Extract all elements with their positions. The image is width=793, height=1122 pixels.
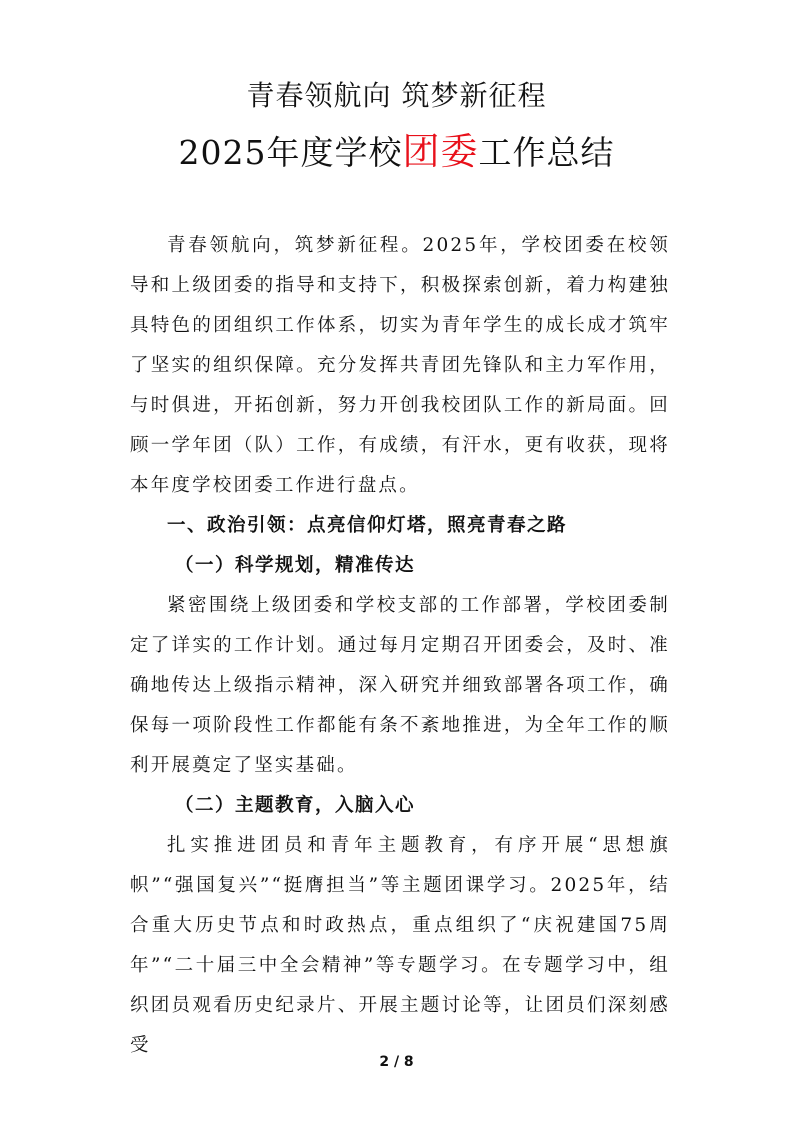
title-highlight: 团委 <box>402 130 479 173</box>
document-title-line2 <box>0 130 793 175</box>
intro-paragraph: 青春领航向，筑梦新征程。2025年，学校团委在校领导和上级团委的指导和支持下，积极探索创新，着力构建独具特色的团组织工作体系，切实为青年学生的成长成才筑牢了坚实的组织保障。充分发挥共青团先锋队和主力军作用，与时俱进，开拓创新，努力开创我校团队工作的新局面。回顾一学年团（队）工作，有成绩，有汗水，更有收获，现将本年度学校团委工作进行盘点。 <box>130 235 670 496</box>
body-paragraph: 扎实推进团员和青年主题教育，有序开展“思想旗帜”“强国复兴”“挺膺担当”等主题团课学习。2025年，结合重大历史节点和时政热点，重点组织了“庆祝建国75周年”“二十届三中全会精神”等专题学习。在专题学习中，组织团员观看历史纪录片、开展主题讨论等，让团员们深刻感受 <box>130 835 670 1056</box>
document-title-line1: 青春领航向 筑梦新征程 <box>246 79 547 112</box>
page-number: 2 / 8 <box>379 1054 414 1070</box>
subsection-heading-2: （二）主题教育，入脑入心 <box>175 795 416 816</box>
document-body <box>130 226 670 1066</box>
subsection-heading-1: （一）科学规划，精准传达 <box>175 555 416 576</box>
section-heading-1: 一、政治引领：点亮信仰灯塔，照亮青春之路 <box>167 515 568 536</box>
title-suffix: 工作总结 <box>478 133 615 172</box>
title-year-prefix: 2025年度学校 <box>178 133 403 172</box>
body-paragraph: 紧密围绕上级团委和学校支部的工作部署，学校团委制定了详实的工作计划。通过每月定期召开团委会，及时、准确地传达上级指示精神，深入研究并细致部署各项工作，确保每一项阶段性工作都能有条不紊地推进，为全年工作的顺利开展奠定了坚实基础。 <box>130 595 670 776</box>
